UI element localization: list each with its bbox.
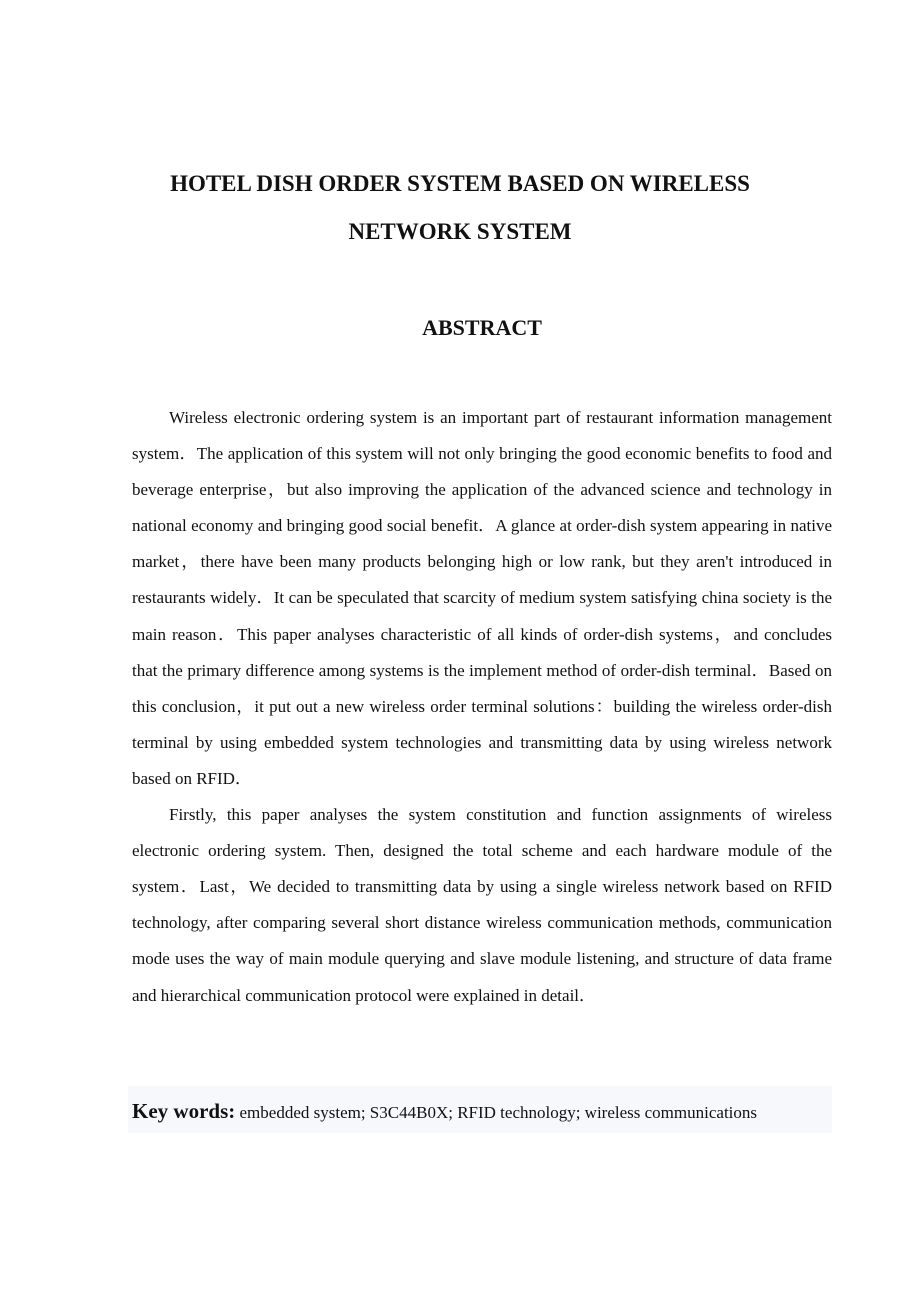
keywords-label: Key words: <box>132 1099 236 1123</box>
document-title <box>0 160 920 256</box>
abstract-paragraph-1: Wireless electronic ordering system is an important part of restaurant information management system．The application of this system will not only bringing the good economic benefits to food and beverage enterprise，but also improving the application of the advanced science and technology in national economy and bringing good social benefit．A glance at order-dish system appearing in native market，there have been many products belonging high or low rank, but they aren't introduced in restaurants widely．It can be speculated that scarcity of medium system satisfying china society is the main reason．This paper analyses characteristic of all kinds of order-dish systems，and concludes that the primary difference among systems is the implement method of order-dish terminal．Based on this conclusion，it put out a new wireless order terminal solutions：building the wireless order-dish terminal by using embedded system technologies and transmitting data by using wireless network based on RFID． <box>132 408 832 788</box>
abstract-heading: ABSTRACT <box>422 315 542 340</box>
keywords-text: embedded system; S3C44B0X; RFID technology; wireless communications <box>239 1103 758 1122</box>
title-line-1: HOTEL DISH ORDER SYSTEM BASED ON WIRELESS <box>170 171 750 196</box>
title-line-2: NETWORK SYSTEM <box>348 219 572 244</box>
abstract-body <box>132 400 832 1014</box>
abstract-paragraph-2: Firstly, this paper analyses the system constitution and function assignments of wireless electronic ordering system. Then, designed the total scheme and each hardware module of the system．Last，We decided to transmitting data by using a single wireless network based on RFID technology, after comparing several short distance wireless communication methods, communication mode uses the way of main module querying and slave module listening, and structure of data frame and hierarchical communication protocol were explained in detail． <box>132 805 832 1005</box>
keywords-block <box>128 1086 832 1133</box>
